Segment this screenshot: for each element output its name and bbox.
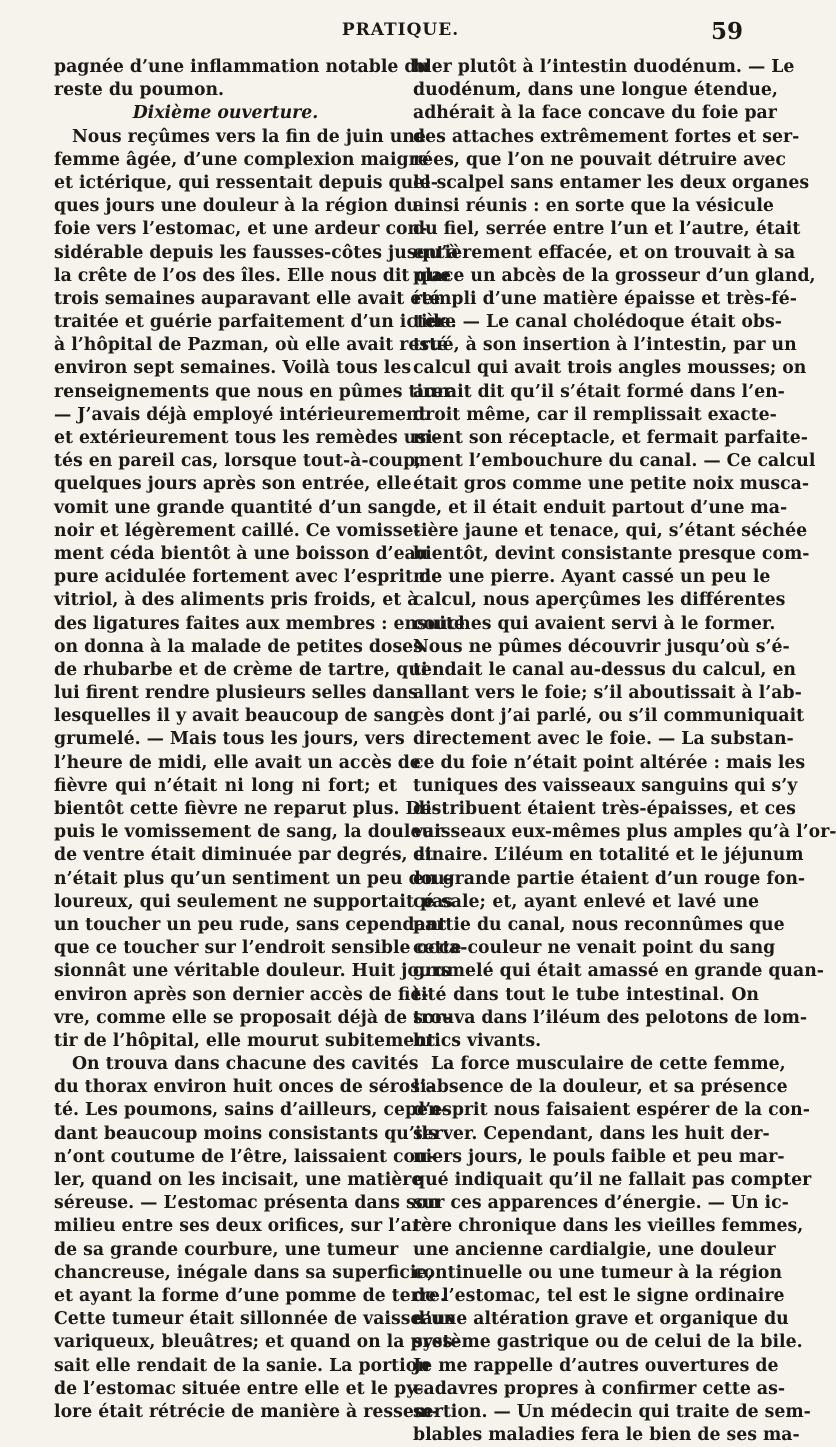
text-line: système gastrique ou de celui de la bile. bbox=[413, 1332, 803, 1353]
text-line: Cette tumeur était sillonnée de vaisseaux bbox=[54, 1309, 456, 1330]
text-line: tère chronique dans les vieilles femmes, bbox=[413, 1216, 804, 1237]
text-line: lesquelles il y avait beaucoup de sang bbox=[54, 706, 420, 727]
text-line: de l’estomac, tel est le signe ordinaire bbox=[413, 1285, 785, 1306]
text-line: on donna à la malade de petites doses bbox=[54, 636, 423, 657]
text-line: des attaches extrêmement fortes et ser- bbox=[413, 126, 800, 147]
text-line: tir de l’hôpital, elle mourut subitement. bbox=[54, 1030, 441, 1051]
text-line: brics vivants. bbox=[413, 1030, 542, 1051]
text-line: ques jours une douleur à la région du bbox=[54, 196, 419, 217]
text-line: blables maladies fera le bien de ses ma- bbox=[413, 1425, 800, 1446]
text-line: pagnée d’une inflammation notable du bbox=[54, 57, 430, 77]
text-line: noir et légèrement caillé. Ce vomisse- bbox=[54, 520, 421, 541]
text-line: aurait dit qu’il s’était formé dans l’en- bbox=[413, 381, 785, 402]
text-line: d’esprit nous faisaient espérer de la con- bbox=[413, 1100, 810, 1121]
text-line: grumelé qui était amassé en grande quan- bbox=[413, 961, 824, 982]
text-line: sait elle rendait de la sanie. La portion bbox=[54, 1355, 430, 1376]
text-line: le scalpel sans entamer les deux organes bbox=[413, 172, 810, 193]
text-line: grumelé. — Mais tous les jours, vers bbox=[54, 729, 405, 750]
text-line: trué, à son insertion à l’intestin, par un bbox=[413, 335, 797, 356]
column-gutter bbox=[400, 56, 401, 1336]
text-line: entièrement effacée, et on trouvait à sa bbox=[413, 242, 796, 263]
right-text-column bbox=[413, 56, 836, 1447]
text-line: ment céda bientôt à une boisson d’eau bbox=[54, 543, 429, 564]
text-line: tière jaune et tenace, qui, s’étant séchée bbox=[413, 520, 808, 541]
text-line: cès dont j’ai parlé, ou s’il communiquait bbox=[413, 706, 805, 727]
text-line: en grande partie étaient d’un rouge fon- bbox=[413, 868, 806, 889]
text-line: séreuse. — L’estomac présenta dans son bbox=[54, 1193, 440, 1214]
text-line: de l’estomac située entre elle et le py- bbox=[54, 1378, 424, 1399]
text-line: ment l’embouchure du canal. — Ce calcul bbox=[413, 451, 816, 472]
text-line: dinaire. L’iléum en totalité et le jéjunum bbox=[413, 845, 804, 866]
text-line: On trouva dans chacune des cavités bbox=[72, 1054, 419, 1075]
text-line: environ après son dernier accès de fiè- bbox=[54, 984, 429, 1005]
text-line: n’ont coutume de l’être, laissaient cou- bbox=[54, 1146, 435, 1167]
page-header bbox=[0, 20, 801, 46]
text-line: fièvre qui n’était ni long ni fort; et bbox=[54, 775, 397, 796]
text-line: ainsi réunis : en sorte que la vésicule bbox=[413, 196, 774, 217]
text-line: Je me rappelle d’autres ouvertures de bbox=[413, 1355, 779, 1376]
text-line: était gros comme une petite noix musca- bbox=[413, 474, 810, 495]
text-line: du thorax environ huit onces de sérosi- bbox=[54, 1077, 434, 1098]
text-line: té. Les poumons, sains d’ailleurs, cepen- bbox=[54, 1100, 448, 1121]
text-line: niers jours, le pouls faible et peu mar- bbox=[413, 1146, 785, 1167]
page-number: 59 bbox=[710, 18, 743, 45]
text-line: — J’avais déjà employé intérieurement bbox=[54, 404, 427, 425]
left-text-column bbox=[54, 56, 468, 1424]
text-line: et ayant la forme d’une pomme de terre. bbox=[54, 1285, 446, 1306]
text-line: distribuent étaient très-épaisses, et ces bbox=[413, 799, 796, 819]
text-line: Dixième ouverture. bbox=[132, 103, 319, 124]
text-line: d’une altération grave et organique du bbox=[413, 1309, 789, 1330]
text-line: cé sale; et, ayant enlevé et lavé une bbox=[413, 891, 759, 912]
text-line: trouva dans l’iléum des pelotons de lom- bbox=[413, 1007, 808, 1028]
text-line: Nous ne pûmes découvrir jusqu’où s’é- bbox=[413, 636, 790, 657]
text-line: calcul qui avait trois angles mousses; on bbox=[413, 358, 807, 379]
text-line: renseignements que nous en pûmes tirer. bbox=[54, 381, 457, 402]
text-line: traitée et guérie parfaitement d’un ictère bbox=[54, 312, 456, 333]
text-line: server. Cependant, dans les huit der- bbox=[413, 1123, 770, 1144]
text-line: quelques jours après son entrée, elle bbox=[54, 474, 412, 495]
text-line: calcul, nous aperçûmes les différentes bbox=[413, 590, 786, 611]
text-line: de, et il était enduit partout d’une ma- bbox=[413, 497, 788, 518]
text-line: La force musculaire de cette femme, bbox=[431, 1054, 786, 1075]
text-line: Nous reçûmes vers la fin de juin une bbox=[72, 126, 426, 147]
text-line: femme âgée, d’une complexion maigre bbox=[54, 149, 429, 170]
text-line: ce du foie n’était point altérée : mais les bbox=[413, 752, 806, 773]
text-line: duodénum, dans une longue étendue, bbox=[413, 80, 778, 101]
text-line: trois semaines auparavant elle avait été bbox=[54, 288, 441, 309]
text-line: directement avec le foie. — La substan- bbox=[413, 729, 794, 750]
text-line: milieu entre ses deux orifices, sur l’arc bbox=[54, 1216, 432, 1237]
text-line: de sa grande courbure, une tumeur bbox=[54, 1239, 399, 1260]
text-line: tendait le canal au-dessus du calcul, en bbox=[413, 659, 796, 680]
text-line: vomit une grande quantité d’un sang bbox=[54, 497, 414, 518]
text-line: sidérable depuis les fausses-côtes jusqu’à bbox=[54, 242, 459, 263]
text-line: lore était rétrécie de manière à ressem- bbox=[54, 1401, 440, 1422]
text-line: cadavres propres à confirmer cette as- bbox=[413, 1378, 786, 1399]
text-line: bientôt, devint consistante presque com- bbox=[413, 543, 810, 564]
text-line: tuniques des vaisseaux sanguins qui s’y bbox=[413, 775, 798, 796]
text-line: n’était plus qu’un sentiment un peu dou- bbox=[54, 868, 452, 889]
text-line: et extérieurement tous les remèdes usi- bbox=[54, 428, 440, 448]
text-line: du fiel, serrée entre l’un et l’autre, était bbox=[413, 219, 801, 240]
text-line: et ictérique, qui ressentait depuis quel- bbox=[54, 172, 438, 193]
text-line: la crête de l’os des îles. Elle nous dit que bbox=[54, 265, 452, 286]
text-line: adhérait à la face concave du foie par bbox=[413, 103, 777, 124]
text-line: ler, quand on les incisait, une matière bbox=[54, 1170, 423, 1190]
text-line: environ sept semaines. Voilà tous les bbox=[54, 358, 412, 379]
text-line: tés en pareil cas, lorsque tout-à-coup, bbox=[54, 451, 422, 472]
running-title: PRATIQUE. bbox=[341, 20, 460, 40]
text-line: place un abcès de la grosseur d’un gland, bbox=[413, 265, 816, 286]
text-line: l’heure de midi, elle avait un accès de bbox=[54, 752, 421, 773]
text-line: sionnât une véritable douleur. Huit jours bbox=[54, 961, 451, 982]
text-line: reste du poumon. bbox=[54, 80, 225, 101]
text-line: allant vers le foie; s’il aboutissait à l’ab- bbox=[413, 683, 802, 704]
text-line: lui firent rendre plusieurs selles dans bbox=[54, 683, 418, 704]
text-line: qué indiquait qu’il ne fallait pas compter bbox=[413, 1170, 812, 1190]
text-line: l’absence de la douleur, et sa présence bbox=[413, 1077, 788, 1098]
text-line: à l’hôpital de Pazman, où elle avait resté bbox=[54, 335, 449, 356]
text-line: tide. — Le canal cholédoque était obs- bbox=[413, 312, 782, 333]
text-line: variqueux, bleuâtres; et quand on la pres- bbox=[54, 1332, 460, 1353]
text-line: vaisseaux eux-mêmes plus amples qu’à l’or- bbox=[413, 822, 836, 843]
text-line: pure acidulée fortement avec l’esprit de bbox=[54, 567, 443, 588]
text-line: partie du canal, nous reconnûmes que bbox=[413, 914, 785, 935]
text-line: bientôt cette fièvre ne reparut plus. De- bbox=[54, 799, 439, 819]
text-line: continuelle ou une tumeur à la région bbox=[413, 1262, 783, 1283]
text-line: de ventre était diminuée par degrés, et bbox=[54, 845, 433, 866]
text-line: une ancienne cardialgie, une douleur bbox=[413, 1239, 776, 1260]
text-line: que ce toucher sur l’endroit sensible occa- bbox=[54, 938, 468, 959]
text-line: me une pierre. Ayant cassé un peu le bbox=[413, 567, 771, 588]
text-line: foie vers l’estomac, et une ardeur con- bbox=[54, 219, 428, 240]
text-line: tité dans tout le tube intestinal. On bbox=[413, 984, 759, 1005]
text-line: couches qui avaient servi à le former. bbox=[413, 613, 776, 634]
text-line: sertion. — Un médecin qui traite de sem- bbox=[413, 1401, 811, 1422]
text-line: chancreuse, inégale dans sa superficie, bbox=[54, 1262, 434, 1283]
text-line: loureux, qui seulement ne supportait pas bbox=[54, 891, 453, 912]
text-line: de rhubarbe et de crème de tartre, qui bbox=[54, 659, 428, 680]
text-line: vitriol, à des aliments pris froids, et à bbox=[54, 590, 419, 611]
text-line: droit même, car il remplissait exacte- bbox=[413, 404, 777, 425]
text-line: sur ces apparences d’énergie. — Un ic- bbox=[413, 1193, 789, 1214]
text-line: un toucher un peu rude, sans cependant bbox=[54, 914, 447, 935]
text-line: rées, que l’on ne pouvait détruire avec bbox=[413, 149, 786, 170]
text-line: des ligatures faites aux membres : ensuite bbox=[54, 613, 465, 634]
text-line: vre, comme elle se proposait déjà de sor- bbox=[54, 1007, 451, 1028]
text-line: ment son réceptacle, et fermait parfaite- bbox=[413, 428, 808, 448]
text-line: puis le vomissement de sang, la douleur bbox=[54, 822, 444, 843]
text-line: bler plutôt à l’intestin duodénum. — Le bbox=[413, 57, 795, 77]
text-line: dant beaucoup moins consistants qu’ils bbox=[54, 1123, 438, 1144]
text-line: rempli d’une matière épaisse et très-fé- bbox=[413, 288, 797, 309]
text-line: cette couleur ne venait point du sang bbox=[413, 938, 776, 959]
